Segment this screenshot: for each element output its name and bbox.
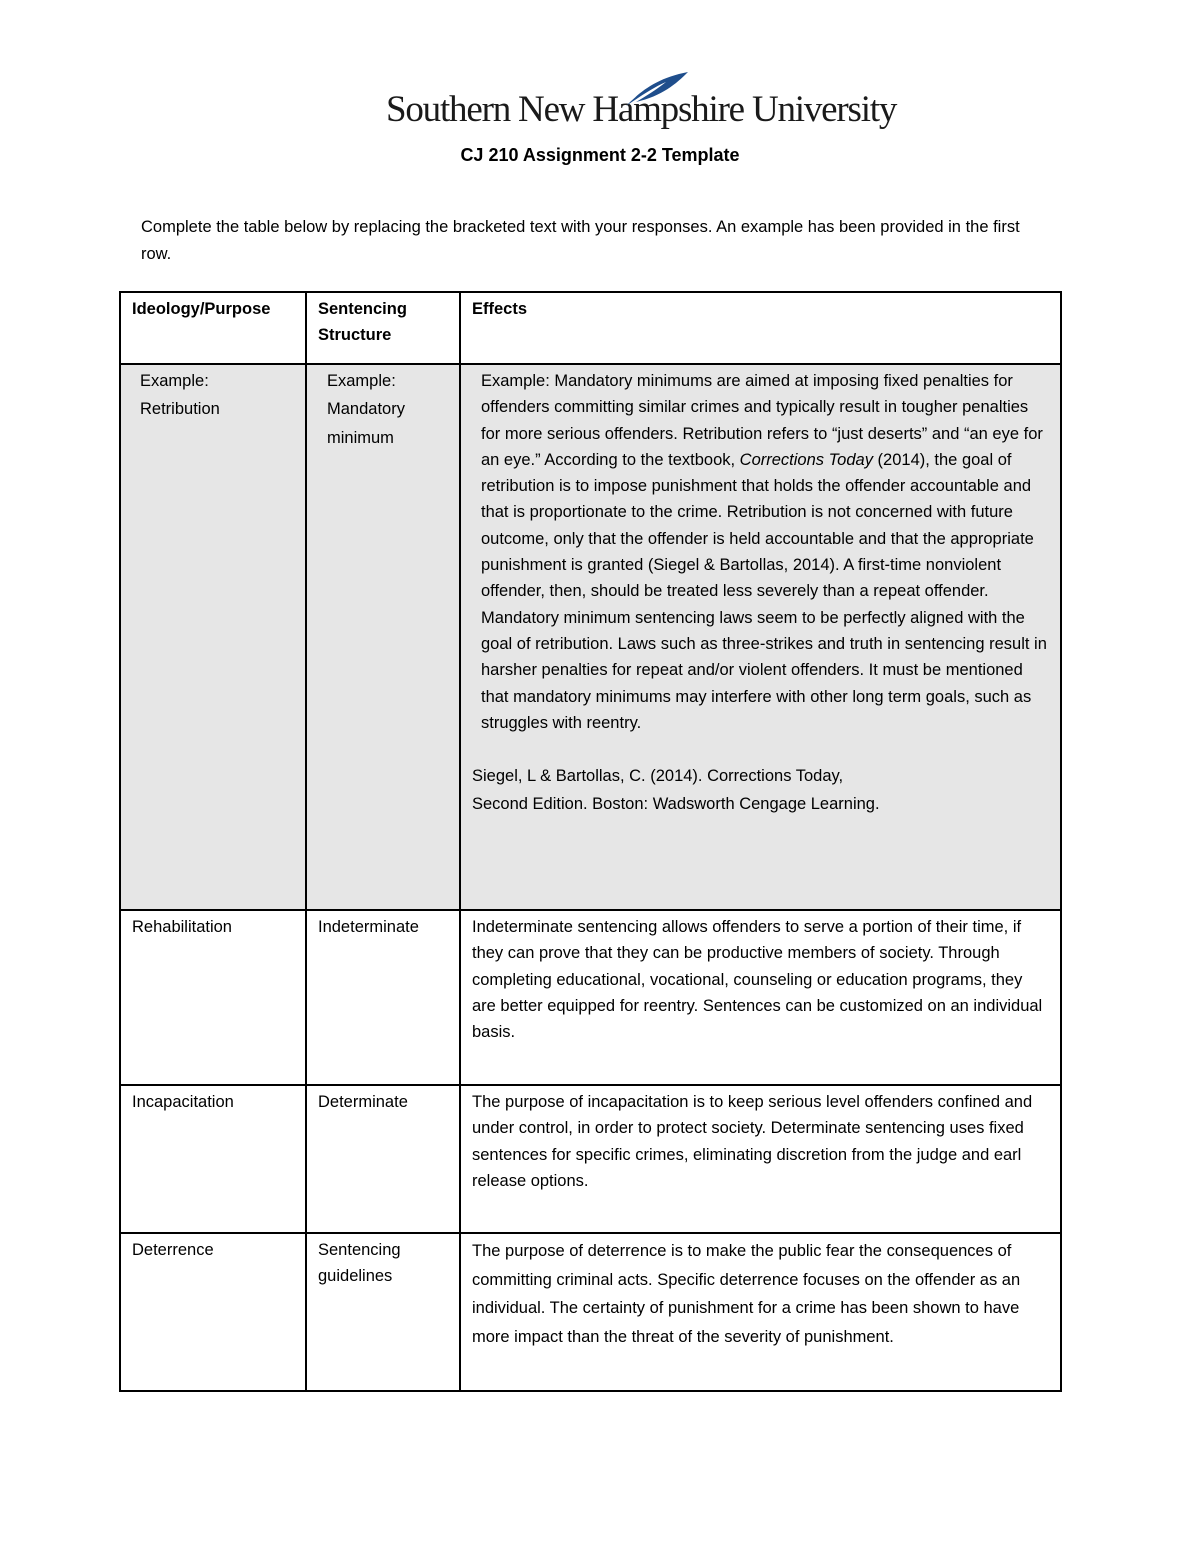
cell-structure: Example: Mandatory minimum xyxy=(306,364,460,910)
cell-ideology: Incapacitation xyxy=(120,1085,306,1233)
table-row-deterrence xyxy=(120,1233,1061,1391)
header-effects: Effects xyxy=(460,292,1061,364)
table-header-row xyxy=(120,292,1061,364)
sentencing-table xyxy=(119,291,1062,1392)
university-logo xyxy=(386,70,897,136)
table-row-rehabilitation xyxy=(120,910,1061,1085)
instructions-text: Complete the table below by replacing the bracketed text with your responses. An example has been provided in the first row. xyxy=(141,218,1020,263)
cell-ideology: Deterrence xyxy=(120,1233,306,1391)
table-row-example xyxy=(120,364,1061,910)
cell-structure: Sentencing guidelines xyxy=(306,1233,460,1391)
table-row-incapacitation xyxy=(120,1085,1061,1233)
effects-text: Example: Mandatory minimums are aimed at imposing fixed penalties for offenders committing similar crimes and typically result in tougher penalties for more serious offenders. Retribution refers to “just deserts” and “an eye for an eye.” According to the textbook, Corrections Today (2014), the goal of retribution is to impose punishment that holds the offender accountable and that is proportionate to the crime. Retribution is not concerned with future outcome, only that the offender is held accountable and that the appropriate punishment is granted (Siegel & Bartollas, 2014). A first-time nonviolent offender, then, should be treated less severely than a repeat offender. Mandatory minimum sentencing laws seem to be perfectly aligned with the goal of retribution. Laws such as three-strikes and truth in sentencing result in harsher penalties for repeat and/or violent offenders. It must be mentioned that mandatory minimums may interfere with other long term goals, such as struggles with reentry. xyxy=(481,372,1047,732)
cell-structure: Indeterminate xyxy=(306,910,460,1085)
cell-ideology: Example: Retribution xyxy=(120,364,306,910)
page-title: CJ 210 Assignment 2-2 Template xyxy=(460,145,740,165)
logo-text: Southern New Hampshire University xyxy=(386,89,897,130)
cell-effects xyxy=(460,364,1061,910)
cell-structure: Determinate xyxy=(306,1085,460,1233)
feather-icon xyxy=(622,70,692,108)
cell-ideology: Rehabilitation xyxy=(120,910,306,1085)
cell-effects: The purpose of incapacitation is to keep serious level offenders confined and under control, in order to protect society. Determinate sentencing uses fixed sentences for specific crimes, eliminating discretion from the judge and earl release options. xyxy=(460,1085,1061,1233)
cell-effects: Indeterminate sentencing allows offenders to serve a portion of their time, if they can prove that they can be productive members of society. Through completing educational, vocational, counseling or education programs, they are better equipped for reentry. Sentences can be customized on an individual basis. xyxy=(460,910,1061,1085)
reference-citation: Siegel, L & Bartollas, C. (2014). Corrections Today, Second Edition. Boston: Wadsworth Cengage Learning. xyxy=(472,767,880,814)
header-ideology: Ideology/Purpose xyxy=(120,292,306,364)
cell-effects: The purpose of deterrence is to make the public fear the consequences of committing criminal acts. Specific deterrence focuses on the offender as an individual. The certainty of punishment for a crime has been shown to have more impact than the threat of the severity of punishment. xyxy=(460,1233,1061,1391)
header-sentencing-structure: Sentencing Structure xyxy=(306,292,460,364)
